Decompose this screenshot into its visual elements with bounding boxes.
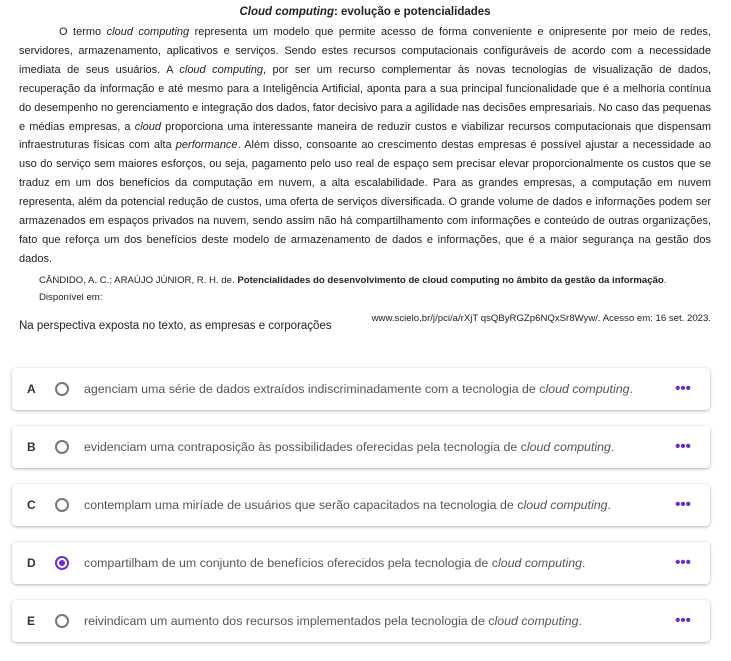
- radio-unchecked-icon[interactable]: [55, 382, 69, 396]
- passage-body: [19, 23, 711, 269]
- option-text-end: .: [629, 382, 633, 396]
- passage-segment: , por ser um recurso complementar às novas tecnologias de visualização de dados, recuperação da informação e até mesmo para a Inteligência Artificial, aponta para a sua principal funcionalidade que é a melhoria contínua do desempenho no gerenciamento e integração dos dados, fator decisivo para a agilidade nas decisões empresariais. No caso das pequenas e médias empresas, a: [19, 63, 711, 133]
- citation-tail: . Disponível em:: [39, 274, 667, 303]
- passage-title-italic: Cloud computing: [239, 6, 334, 18]
- radio-unchecked-icon[interactable]: [55, 498, 69, 512]
- option-text: [84, 382, 668, 396]
- citation-url: www.scielo.br/j/pci/a/rXjT qsQByRGZp6NQxSr8Wyw/. Acesso em: 16 set. 2023.: [371, 312, 711, 324]
- passage-segment: proporciona uma interessante maneira de reduzir custos e viabilizar recursos computacionais que dispensam infraestruturas físicas com alta: [19, 120, 711, 152]
- citation-line: [19, 272, 711, 306]
- option-e[interactable]: [12, 600, 710, 642]
- option-text-end: .: [582, 556, 586, 570]
- option-letter: B: [27, 440, 36, 454]
- more-options-icon[interactable]: •••: [675, 554, 691, 571]
- passage-segment: representa um modelo que permite acesso de forma conveniente e onipresente por meio de redes, servidores, armazenamento, aplicativos e serviços. Sendo estes recursos computacionais configuráveis de acordo com a necessidade imediata de seus usuários. A: [19, 26, 711, 76]
- option-text: [84, 556, 668, 570]
- citation-authors: CÂNDIDO, A. C.; ARAÚJO JÚNIOR, R. H. de.: [39, 274, 238, 286]
- option-text-main: reivindicam um aumento dos recursos implementados pela tecnologia de c: [84, 614, 495, 628]
- passage-segment-italic: cloud computing: [106, 26, 190, 38]
- option-text-italic: loud computing: [545, 382, 630, 396]
- option-letter: E: [27, 614, 36, 628]
- more-options-icon[interactable]: •••: [675, 380, 691, 397]
- question-stem: Na perspectiva exposta no texto, as empresas e corporações: [19, 320, 332, 332]
- option-text-italic: loud computing: [494, 614, 579, 628]
- option-text-main: compartilham de um conjunto de benefícios oferecidos pela tecnologia de c: [84, 556, 498, 570]
- option-c[interactable]: [12, 484, 710, 526]
- option-text-italic: loud computing: [526, 440, 611, 454]
- option-letter: A: [27, 382, 36, 396]
- radio-unchecked-icon[interactable]: [55, 614, 69, 628]
- more-options-icon[interactable]: •••: [675, 438, 691, 455]
- option-text: [84, 498, 668, 512]
- option-b[interactable]: [12, 426, 710, 468]
- passage-segment: O termo: [59, 26, 107, 38]
- option-text-main: evidenciam uma contraposição às possibilidades oferecidas pela tecnologia de c: [84, 440, 527, 454]
- passage: [19, 6, 711, 327]
- answer-options: [12, 368, 710, 658]
- option-text-end: .: [578, 614, 582, 628]
- option-letter: C: [27, 498, 36, 512]
- option-text-italic: loud computing: [523, 498, 608, 512]
- passage-title-rest: : evolução e potencialidades: [333, 6, 491, 18]
- radio-checked-icon[interactable]: [55, 556, 69, 570]
- option-letter: D: [27, 556, 36, 570]
- passage-segment-italic: performance: [175, 139, 238, 152]
- option-text-main: agenciam uma série de dados extraídos indiscriminadamente com a tecnologia de c: [84, 382, 546, 396]
- option-d[interactable]: [12, 542, 710, 584]
- option-text-italic: loud computing: [497, 556, 583, 570]
- passage-segment-italic: cloud computing: [179, 63, 263, 76]
- option-text: [84, 614, 668, 628]
- citation: [19, 272, 711, 327]
- option-text-end: .: [607, 498, 611, 512]
- passage-segment: . Além disso, consoante ao crescimento destas empresas é possível ajustar a necessidade ao uso do serviço sem maiores esforços, ou seja, pagamento pelo uso real de espaço sem precisar elevar proporcionalmente os custos que se traduz em um dos benefícios da computação em nuvem, a alta escalabilidade. Para as grandes empresas, a computação em nuvem representa, além da potencial redução de custos, uma oferta de serviços diversificada. O grande volume de dados e informações podem ser armazenados em espaços privados na nuvem, sendo assim não há compartilhamento com informações e conteúdo de outras organizações, fato que reforça um dos benefícios deste modelo de armazenamento de dados e informações, que é a maior segurança na gestão dos dados.: [19, 139, 711, 265]
- radio-unchecked-icon[interactable]: [55, 440, 69, 454]
- passage-segment-italic: cloud: [134, 120, 161, 133]
- more-options-icon[interactable]: •••: [675, 612, 691, 629]
- option-text: [84, 440, 668, 454]
- passage-title: [19, 6, 711, 18]
- more-options-icon[interactable]: •••: [675, 496, 691, 513]
- option-text-main: contemplam uma miríade de usuários que serão capacitados na tecnologia de c: [84, 498, 524, 512]
- option-text-end: .: [610, 440, 615, 454]
- option-a[interactable]: [12, 368, 710, 410]
- citation-title: Potencialidades do desenvolvimento de cloud computing no âmbito da gestão da informação: [237, 274, 664, 286]
